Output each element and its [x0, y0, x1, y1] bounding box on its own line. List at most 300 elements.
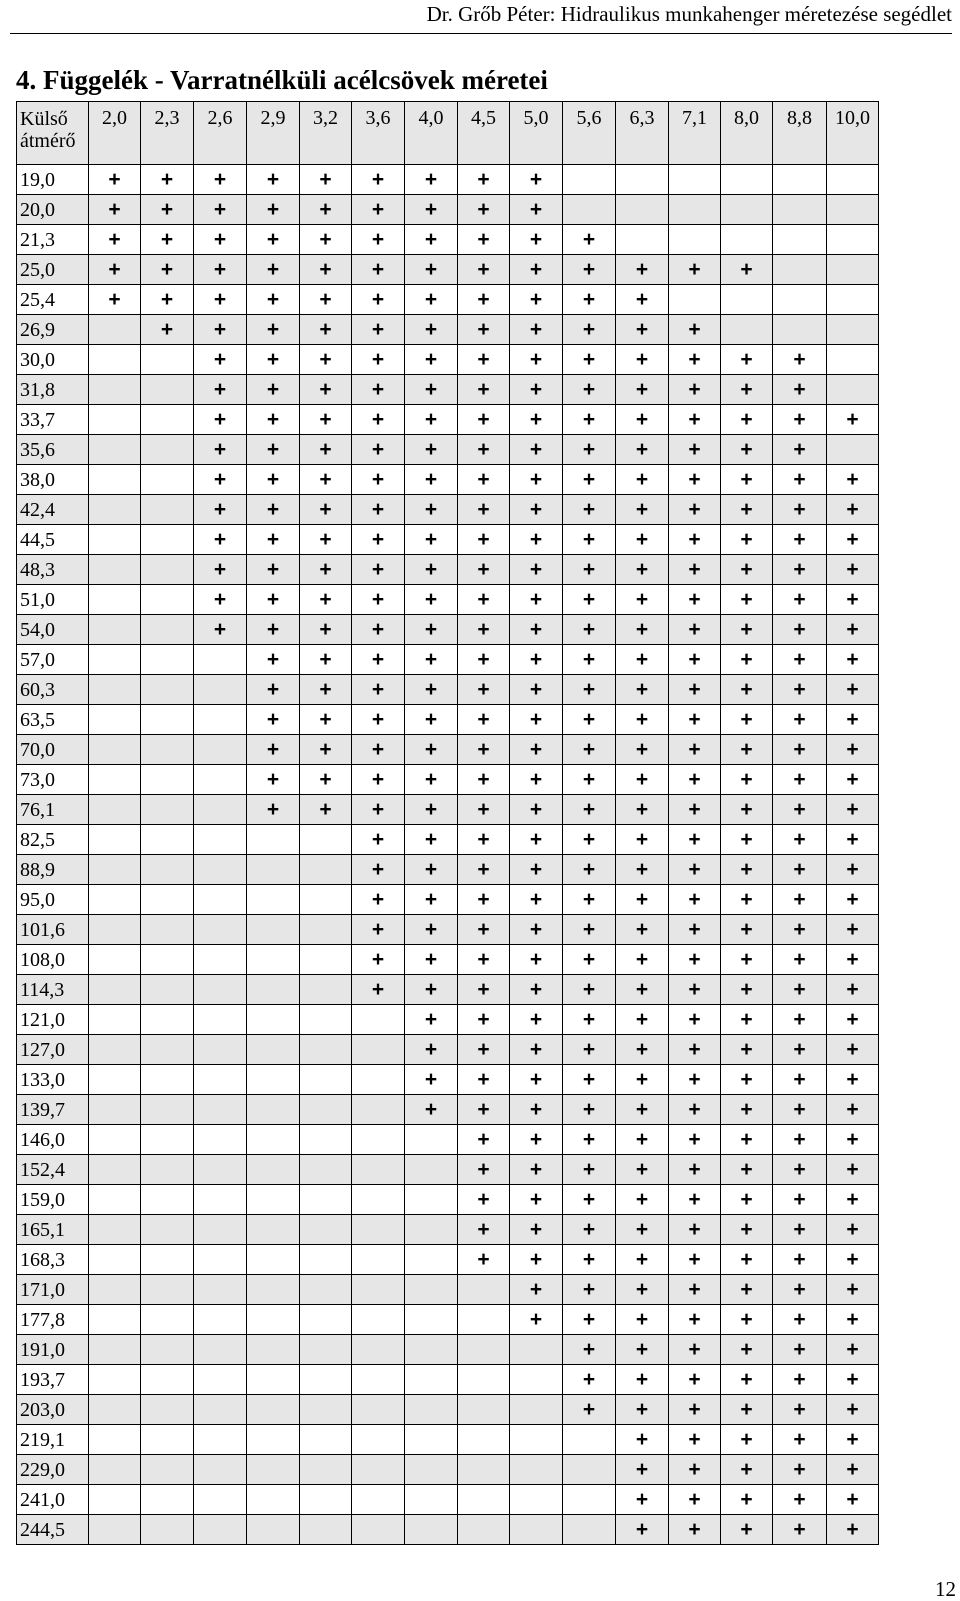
- available-mark: +: [424, 887, 438, 911]
- availability-cell: [300, 675, 352, 705]
- available-mark: +: [582, 1067, 596, 1091]
- available-mark: +: [740, 1367, 753, 1391]
- outer-diameter-value: 31,8: [17, 375, 89, 405]
- available-mark: +: [582, 1037, 596, 1061]
- empty-cell: [194, 1395, 247, 1425]
- empty-cell: [352, 1305, 405, 1335]
- availability-cell: [669, 735, 721, 765]
- available-mark: +: [846, 1097, 859, 1121]
- availability-cell: [194, 255, 247, 285]
- availability-cell: [194, 375, 247, 405]
- availability-cell: [616, 705, 669, 735]
- available-mark: +: [688, 947, 701, 971]
- availability-cell: [616, 945, 669, 975]
- available-mark: +: [319, 707, 332, 731]
- outer-diameter-value: 60,3: [17, 675, 89, 705]
- outer-diameter-value: 133,0: [17, 1065, 89, 1095]
- empty-cell: [300, 1185, 352, 1215]
- availability-cell: [721, 1005, 773, 1035]
- availability-cell: [352, 705, 405, 735]
- available-mark: +: [319, 557, 332, 581]
- available-mark: +: [582, 347, 596, 371]
- available-mark: +: [793, 707, 806, 731]
- availability-cell: [563, 675, 616, 705]
- availability-cell: [773, 915, 827, 945]
- available-mark: +: [319, 347, 332, 371]
- empty-cell: [89, 945, 141, 975]
- available-mark: +: [635, 1397, 649, 1421]
- empty-cell: [141, 1095, 194, 1125]
- empty-cell: [89, 915, 141, 945]
- available-mark: +: [635, 647, 649, 671]
- empty-cell: [300, 1245, 352, 1275]
- available-mark: +: [371, 197, 385, 221]
- availability-cell: [247, 285, 300, 315]
- availability-cell: [458, 645, 510, 675]
- outer-diameter-value: 229,0: [17, 1455, 89, 1485]
- availability-cell: [773, 1425, 827, 1455]
- availability-cell: [773, 765, 827, 795]
- available-mark: +: [740, 1097, 753, 1121]
- outer-diameter-value: 51,0: [17, 585, 89, 615]
- available-mark: +: [477, 827, 490, 851]
- available-mark: +: [477, 467, 490, 491]
- availability-cell: [458, 915, 510, 945]
- available-mark: +: [846, 1367, 859, 1391]
- available-mark: +: [319, 497, 332, 521]
- availability-cell: [721, 825, 773, 855]
- availability-cell: [300, 615, 352, 645]
- table-row: [17, 465, 879, 495]
- availability-cell: [352, 285, 405, 315]
- available-mark: +: [582, 797, 596, 821]
- availability-cell: [563, 855, 616, 885]
- availability-cell: [721, 1455, 773, 1485]
- availability-cell: [563, 495, 616, 525]
- available-mark: +: [424, 527, 438, 551]
- available-mark: +: [740, 707, 753, 731]
- empty-cell: [247, 1455, 300, 1485]
- empty-cell: [827, 225, 879, 255]
- available-mark: +: [529, 857, 543, 881]
- empty-cell: [89, 375, 141, 405]
- outer-diameter-value: 25,0: [17, 255, 89, 285]
- empty-cell: [616, 165, 669, 195]
- available-mark: +: [529, 977, 543, 1001]
- empty-cell: [194, 1515, 247, 1545]
- empty-cell: [89, 345, 141, 375]
- available-mark: +: [688, 587, 701, 611]
- availability-cell: [563, 1185, 616, 1215]
- empty-cell: [194, 975, 247, 1005]
- empty-cell: [89, 765, 141, 795]
- available-mark: +: [582, 1007, 596, 1031]
- availability-cell: [352, 675, 405, 705]
- availability-cell: [510, 435, 563, 465]
- empty-cell: [510, 1485, 563, 1515]
- empty-cell: [300, 1335, 352, 1365]
- available-mark: +: [688, 857, 701, 881]
- availability-cell: [352, 435, 405, 465]
- empty-cell: [141, 615, 194, 645]
- empty-cell: [141, 495, 194, 525]
- empty-cell: [141, 765, 194, 795]
- table-row: [17, 1485, 879, 1515]
- empty-cell: [194, 915, 247, 945]
- availability-cell: [827, 765, 879, 795]
- availability-cell: [773, 1005, 827, 1035]
- availability-cell: [352, 165, 405, 195]
- empty-cell: [247, 975, 300, 1005]
- availability-cell: [827, 645, 879, 675]
- available-mark: +: [582, 647, 596, 671]
- wall-thickness-header: 2,3: [141, 102, 194, 165]
- outer-diameter-value: 35,6: [17, 435, 89, 465]
- available-mark: +: [688, 647, 701, 671]
- empty-cell: [721, 195, 773, 225]
- empty-cell: [352, 1275, 405, 1305]
- available-mark: +: [108, 227, 121, 251]
- available-mark: +: [688, 407, 701, 431]
- available-mark: +: [688, 677, 701, 701]
- availability-cell: [194, 585, 247, 615]
- availability-cell: [669, 825, 721, 855]
- empty-cell: [141, 1005, 194, 1035]
- available-mark: +: [213, 377, 227, 401]
- availability-cell: [458, 1185, 510, 1215]
- availability-cell: [405, 1065, 458, 1095]
- availability-cell: [247, 405, 300, 435]
- availability-cell: [773, 1365, 827, 1395]
- table-row: [17, 525, 879, 555]
- outer-diameter-value: 121,0: [17, 1005, 89, 1035]
- available-mark: +: [529, 467, 543, 491]
- availability-cell: [563, 915, 616, 945]
- available-mark: +: [846, 1337, 859, 1361]
- available-mark: +: [793, 797, 806, 821]
- wall-thickness-header: 6,3: [616, 102, 669, 165]
- empty-cell: [405, 1395, 458, 1425]
- availability-cell: [616, 915, 669, 945]
- empty-cell: [721, 285, 773, 315]
- availability-cell: [616, 1185, 669, 1215]
- outer-diameter-value: 73,0: [17, 765, 89, 795]
- empty-cell: [458, 1485, 510, 1515]
- availability-cell: [669, 1335, 721, 1365]
- availability-cell: [352, 795, 405, 825]
- table-row: [17, 975, 879, 1005]
- available-mark: +: [740, 407, 753, 431]
- empty-cell: [194, 1485, 247, 1515]
- available-mark: +: [529, 1217, 543, 1241]
- empty-cell: [194, 1455, 247, 1485]
- available-mark: +: [793, 857, 806, 881]
- empty-cell: [510, 1455, 563, 1485]
- availability-cell: [721, 465, 773, 495]
- availability-cell: [510, 1065, 563, 1095]
- available-mark: +: [582, 1277, 596, 1301]
- outer-diameter-header: [17, 102, 89, 165]
- outer-diameter-value: 26,9: [17, 315, 89, 345]
- available-mark: +: [793, 947, 806, 971]
- available-mark: +: [846, 1277, 859, 1301]
- available-mark: +: [266, 527, 280, 551]
- availability-cell: [300, 765, 352, 795]
- wall-thickness-header: 2,0: [89, 102, 141, 165]
- available-mark: +: [371, 497, 385, 521]
- available-mark: +: [635, 1037, 649, 1061]
- availability-cell: [194, 555, 247, 585]
- availability-cell: [827, 585, 879, 615]
- available-mark: +: [371, 827, 385, 851]
- available-mark: +: [477, 797, 490, 821]
- available-mark: +: [793, 587, 806, 611]
- availability-cell: [563, 705, 616, 735]
- available-mark: +: [846, 947, 859, 971]
- availability-cell: [616, 1365, 669, 1395]
- availability-cell: [458, 885, 510, 915]
- empty-cell: [247, 885, 300, 915]
- availability-cell: [773, 405, 827, 435]
- available-mark: +: [740, 1127, 753, 1151]
- available-mark: +: [477, 677, 490, 701]
- available-mark: +: [688, 1307, 701, 1331]
- availability-cell: [405, 435, 458, 465]
- available-mark: +: [740, 1337, 753, 1361]
- available-mark: +: [266, 437, 280, 461]
- availability-cell: [352, 885, 405, 915]
- outer-diameter-value: 114,3: [17, 975, 89, 1005]
- available-mark: +: [740, 1007, 753, 1031]
- empty-cell: [141, 585, 194, 615]
- availability-cell: [616, 345, 669, 375]
- available-mark: +: [160, 317, 174, 341]
- availability-cell: [300, 585, 352, 615]
- availability-cell: [563, 645, 616, 675]
- outer-diameter-value: 139,7: [17, 1095, 89, 1125]
- empty-cell: [89, 1395, 141, 1425]
- available-mark: +: [266, 407, 280, 431]
- available-mark: +: [266, 797, 280, 821]
- availability-cell: [773, 1245, 827, 1275]
- available-mark: +: [529, 677, 543, 701]
- empty-cell: [352, 1515, 405, 1545]
- available-mark: +: [529, 737, 543, 761]
- empty-cell: [194, 735, 247, 765]
- empty-cell: [827, 195, 879, 225]
- available-mark: +: [371, 797, 385, 821]
- available-mark: +: [477, 857, 490, 881]
- outer-diameter-value: 203,0: [17, 1395, 89, 1425]
- empty-cell: [458, 1365, 510, 1395]
- empty-cell: [300, 1275, 352, 1305]
- empty-cell: [300, 1365, 352, 1395]
- empty-cell: [669, 195, 721, 225]
- availability-cell: [669, 1455, 721, 1485]
- available-mark: +: [793, 1307, 806, 1331]
- table-row: [17, 255, 879, 285]
- availability-cell: [773, 825, 827, 855]
- outer-diameter-value: 168,3: [17, 1245, 89, 1275]
- table-row: [17, 1245, 879, 1275]
- available-mark: +: [582, 257, 596, 281]
- empty-cell: [510, 1425, 563, 1455]
- availability-cell: [352, 195, 405, 225]
- available-mark: +: [635, 1307, 649, 1331]
- availability-cell: [721, 405, 773, 435]
- available-mark: +: [582, 887, 596, 911]
- available-mark: +: [582, 227, 596, 251]
- available-mark: +: [477, 1187, 490, 1211]
- availability-cell: [458, 285, 510, 315]
- outer-diameter-value: 165,1: [17, 1215, 89, 1245]
- available-mark: +: [635, 377, 649, 401]
- available-mark: +: [371, 677, 385, 701]
- available-mark: +: [371, 737, 385, 761]
- wall-thickness-header: 8,0: [721, 102, 773, 165]
- available-mark: +: [846, 1157, 859, 1181]
- availability-cell: [563, 1125, 616, 1155]
- availability-cell: [721, 885, 773, 915]
- available-mark: +: [635, 737, 649, 761]
- availability-cell: [721, 1035, 773, 1065]
- availability-cell: [721, 555, 773, 585]
- availability-cell: [773, 1215, 827, 1245]
- availability-cell: [563, 1035, 616, 1065]
- availability-cell: [616, 525, 669, 555]
- availability-cell: [773, 705, 827, 735]
- available-mark: +: [529, 287, 543, 311]
- empty-cell: [194, 1065, 247, 1095]
- pipe-dimensions-table: [16, 101, 879, 1545]
- availability-cell: [352, 405, 405, 435]
- empty-cell: [563, 1425, 616, 1455]
- available-mark: +: [529, 227, 543, 251]
- available-mark: +: [740, 1307, 753, 1331]
- available-mark: +: [846, 617, 859, 641]
- available-mark: +: [477, 1217, 490, 1241]
- empty-cell: [510, 1335, 563, 1365]
- available-mark: +: [846, 1487, 859, 1511]
- available-mark: +: [582, 1187, 596, 1211]
- available-mark: +: [424, 407, 438, 431]
- empty-cell: [616, 195, 669, 225]
- available-mark: +: [688, 1037, 701, 1061]
- availability-cell: [616, 1425, 669, 1455]
- empty-cell: [141, 975, 194, 1005]
- availability-cell: [773, 645, 827, 675]
- empty-cell: [89, 1035, 141, 1065]
- availability-cell: [773, 345, 827, 375]
- outer-diameter-value: 63,5: [17, 705, 89, 735]
- availability-cell: [827, 1395, 879, 1425]
- available-mark: +: [371, 887, 385, 911]
- availability-cell: [669, 465, 721, 495]
- empty-cell: [405, 1155, 458, 1185]
- outer-diameter-value: 38,0: [17, 465, 89, 495]
- available-mark: +: [477, 587, 490, 611]
- available-mark: +: [793, 1367, 806, 1391]
- empty-cell: [141, 1185, 194, 1215]
- availability-cell: [510, 975, 563, 1005]
- availability-cell: [669, 585, 721, 615]
- available-mark: +: [740, 737, 753, 761]
- available-mark: +: [688, 347, 701, 371]
- outer-diameter-header-line2: átmérő: [20, 130, 76, 152]
- wall-thickness-header: 2,6: [194, 102, 247, 165]
- table-row: [17, 1125, 879, 1155]
- empty-cell: [141, 1335, 194, 1365]
- available-mark: +: [688, 527, 701, 551]
- availability-cell: [352, 495, 405, 525]
- empty-cell: [194, 825, 247, 855]
- available-mark: +: [582, 437, 596, 461]
- available-mark: +: [846, 1007, 859, 1031]
- empty-cell: [352, 1215, 405, 1245]
- available-mark: +: [793, 617, 806, 641]
- available-mark: +: [582, 1337, 596, 1361]
- empty-cell: [247, 1125, 300, 1155]
- available-mark: +: [529, 887, 543, 911]
- availability-cell: [194, 345, 247, 375]
- empty-cell: [89, 1485, 141, 1515]
- empty-cell: [300, 855, 352, 885]
- availability-cell: [669, 615, 721, 645]
- available-mark: +: [846, 977, 859, 1001]
- availability-cell: [300, 495, 352, 525]
- availability-cell: [773, 1455, 827, 1485]
- availability-cell: [405, 915, 458, 945]
- availability-cell: [721, 915, 773, 945]
- empty-cell: [458, 1455, 510, 1485]
- empty-cell: [247, 1425, 300, 1455]
- outer-diameter-value: 33,7: [17, 405, 89, 435]
- availability-cell: [773, 1395, 827, 1425]
- available-mark: +: [371, 467, 385, 491]
- available-mark: +: [424, 797, 438, 821]
- empty-cell: [89, 1245, 141, 1275]
- availability-cell: [352, 735, 405, 765]
- available-mark: +: [529, 1157, 543, 1181]
- available-mark: +: [740, 1217, 753, 1241]
- available-mark: +: [688, 377, 701, 401]
- empty-cell: [300, 945, 352, 975]
- available-mark: +: [319, 737, 332, 761]
- available-mark: +: [529, 557, 543, 581]
- empty-cell: [300, 1305, 352, 1335]
- availability-cell: [563, 255, 616, 285]
- availability-cell: [563, 1305, 616, 1335]
- availability-cell: [616, 1035, 669, 1065]
- availability-cell: [721, 1185, 773, 1215]
- available-mark: +: [477, 1247, 490, 1271]
- empty-cell: [89, 555, 141, 585]
- availability-cell: [827, 1425, 879, 1455]
- availability-cell: [89, 165, 141, 195]
- available-mark: +: [371, 947, 385, 971]
- available-mark: +: [424, 827, 438, 851]
- available-mark: +: [477, 1157, 490, 1181]
- available-mark: +: [635, 707, 649, 731]
- empty-cell: [827, 345, 879, 375]
- outer-diameter-value: 88,9: [17, 855, 89, 885]
- available-mark: +: [635, 797, 649, 821]
- availability-cell: [827, 1155, 879, 1185]
- wall-thickness-header: 5,0: [510, 102, 563, 165]
- availability-cell: [669, 525, 721, 555]
- available-mark: +: [529, 407, 543, 431]
- available-mark: +: [213, 557, 227, 581]
